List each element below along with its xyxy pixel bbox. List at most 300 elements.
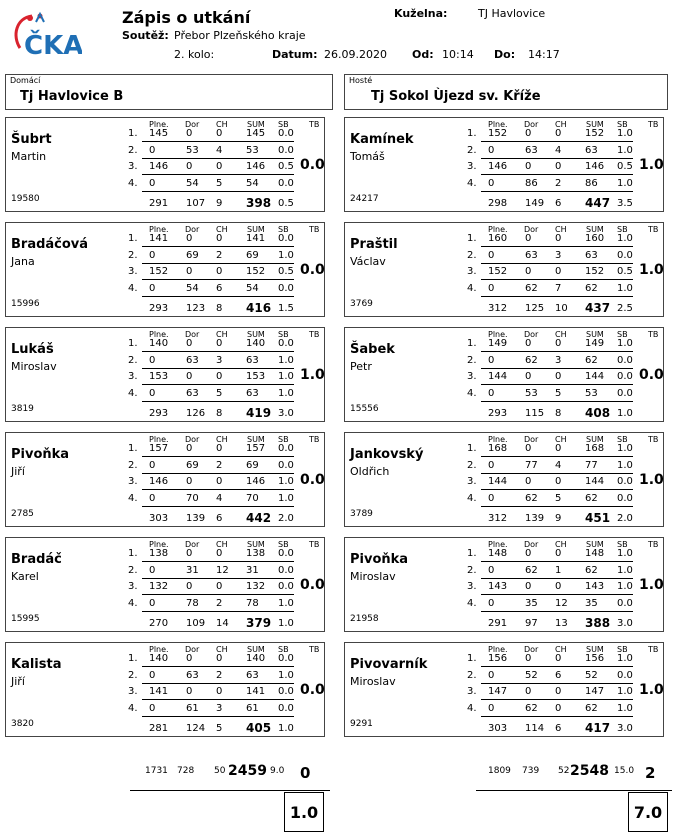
throw-cell: 63 [585, 250, 598, 261]
row-number: 3. [467, 266, 477, 277]
throw-cell: 141 [149, 686, 169, 697]
player-total-cell: 124 [186, 723, 206, 734]
row-underline [481, 561, 633, 562]
throw-cell: 0 [216, 548, 223, 559]
row-underline [142, 716, 294, 717]
throw-cell: 0 [216, 233, 223, 244]
row-underline [481, 401, 633, 402]
home-sum-ch: 50 [214, 766, 226, 776]
throw-cell: 1.0 [278, 250, 294, 261]
column-header: Dor [524, 225, 539, 234]
throw-cell: 62 [585, 565, 598, 576]
column-header: Plne. [488, 435, 508, 444]
away-player-card [344, 432, 664, 527]
column-header: Plne. [149, 435, 169, 444]
throw-cell: 0.0 [278, 548, 294, 559]
throw-cell: 0 [555, 581, 562, 592]
throw-cell: 0 [216, 266, 223, 277]
throw-cell: 157 [149, 443, 169, 454]
row-underline [142, 279, 294, 280]
away-player-card [344, 537, 664, 632]
column-header: TB [648, 330, 659, 339]
throw-cell: 0 [216, 161, 223, 172]
throw-cell: 53 [186, 145, 199, 156]
player-total-cell: 109 [186, 618, 206, 629]
throw-cell: 0.0 [278, 686, 294, 697]
throw-cell: 0.0 [617, 476, 633, 487]
player-tb: 0.0 [300, 262, 325, 278]
throw-cell: 0.0 [617, 355, 633, 366]
throw-cell: 78 [186, 598, 199, 609]
player-total-cell: 6 [555, 198, 562, 209]
away-player-card [344, 117, 664, 212]
column-header: Plne. [488, 120, 508, 129]
throw-cell: 0 [525, 653, 532, 664]
row-underline [142, 594, 294, 595]
player-surname: Pivoňka [350, 552, 409, 567]
column-header: SUM [586, 645, 604, 654]
away-sum-dor: 739 [522, 766, 540, 776]
throw-cell: 152 [488, 128, 508, 139]
throw-cell: 0 [555, 371, 562, 382]
row-number: 4. [128, 178, 138, 189]
column-header: TB [648, 435, 659, 444]
home-player-card [5, 222, 325, 317]
throw-cell: 0 [186, 443, 193, 454]
throw-cell: 77 [585, 460, 598, 471]
column-header: CH [216, 120, 228, 129]
column-header: Dor [185, 330, 200, 339]
player-id: 15995 [11, 614, 40, 624]
column-header: Dor [524, 645, 539, 654]
throw-cell: 63 [246, 355, 259, 366]
throw-cell: 62 [525, 283, 538, 294]
od-label: Od: [412, 48, 434, 61]
throw-cell: 0 [525, 443, 532, 454]
player-total-cell: 293 [149, 303, 169, 314]
row-underline [142, 699, 294, 700]
player-surname: Kamínek [350, 132, 414, 147]
throw-cell: 146 [246, 476, 266, 487]
player-total-cell: 270 [149, 618, 169, 629]
throw-cell: 152 [246, 266, 266, 277]
throw-cell: 140 [149, 338, 169, 349]
column-header: Dor [185, 225, 200, 234]
player-total-cell: 312 [488, 303, 508, 314]
row-underline [481, 246, 633, 247]
row-underline [481, 351, 633, 352]
row-number: 3. [467, 686, 477, 697]
row-number: 1. [128, 548, 138, 559]
player-total-cell: 281 [149, 723, 169, 734]
row-underline [481, 594, 633, 595]
throw-cell: 0 [488, 493, 495, 504]
row-number: 3. [467, 161, 477, 172]
away-player-card [344, 222, 664, 317]
throw-cell: 168 [585, 443, 605, 454]
throw-cell: 153 [149, 371, 169, 382]
row-number: 4. [128, 493, 138, 504]
row-underline [142, 506, 294, 507]
row-underline [142, 384, 294, 385]
player-tb: 1.0 [300, 367, 325, 383]
throw-cell: 62 [585, 283, 598, 294]
throw-cell: 160 [585, 233, 605, 244]
throw-cell: 61 [186, 703, 199, 714]
column-header: Plne. [488, 540, 508, 549]
throw-cell: 1.0 [617, 703, 633, 714]
row-underline [481, 158, 633, 159]
throw-cell: 138 [149, 548, 169, 559]
away-sum-plne: 1809 [488, 766, 511, 776]
column-header: TB [309, 225, 320, 234]
throw-cell: 12 [216, 565, 229, 576]
away-final-score: 7.0 [628, 792, 668, 832]
throw-cell: 0 [555, 548, 562, 559]
throw-cell: 0 [525, 476, 532, 487]
row-underline [481, 191, 633, 192]
throw-cell: 0 [525, 161, 532, 172]
player-total-cell: 8 [216, 303, 223, 314]
player-surname: Pivoňka [11, 447, 70, 462]
row-number: 3. [128, 266, 138, 277]
player-total-cell: 416 [246, 301, 272, 315]
svg-text:ČKA: ČKA [24, 31, 82, 60]
throw-cell: 145 [246, 128, 266, 139]
throw-cell: 62 [525, 565, 538, 576]
row-underline [142, 473, 294, 474]
player-firstname: Miroslav [350, 570, 396, 583]
throw-cell: 0 [186, 581, 193, 592]
player-total-cell: 139 [186, 513, 206, 524]
row-underline [481, 578, 633, 579]
row-underline [142, 578, 294, 579]
player-firstname: Miroslav [11, 360, 57, 373]
throw-cell: 152 [488, 266, 508, 277]
away-sum-ch: 52 [558, 766, 570, 776]
throw-cell: 0 [149, 283, 156, 294]
throw-cell: 0 [555, 653, 562, 664]
throw-cell: 86 [525, 178, 538, 189]
row-number: 2. [128, 250, 138, 261]
throw-cell: 1.0 [278, 476, 294, 487]
throw-cell: 0 [555, 233, 562, 244]
throw-cell: 0 [525, 548, 532, 559]
row-underline [481, 716, 633, 717]
row-number: 3. [467, 581, 477, 592]
row-underline [142, 141, 294, 142]
column-header: CH [555, 435, 567, 444]
column-header: SB [617, 330, 628, 339]
column-header: CH [216, 225, 228, 234]
throw-cell: 1.0 [278, 670, 294, 681]
player-firstname: Karel [11, 570, 39, 583]
throw-cell: 52 [585, 670, 598, 681]
column-header: TB [648, 540, 659, 549]
row-number: 4. [467, 598, 477, 609]
player-total-cell: 1.0 [278, 618, 294, 629]
row-underline [142, 561, 294, 562]
row-number: 4. [467, 283, 477, 294]
column-header: Dor [185, 645, 200, 654]
player-total-cell: 97 [525, 618, 538, 629]
throw-cell: 0.0 [617, 598, 633, 609]
throw-cell: 156 [585, 653, 605, 664]
player-total-cell: 379 [246, 616, 272, 630]
throw-cell: 141 [246, 233, 266, 244]
throw-cell: 0 [186, 161, 193, 172]
throw-cell: 0 [488, 703, 495, 714]
throw-cell: 147 [585, 686, 605, 697]
home-sum-line [130, 790, 330, 791]
throw-cell: 0 [555, 338, 562, 349]
soutez-value: Přebor Plzeňského kraje [174, 29, 306, 42]
throw-cell: 0.0 [617, 388, 633, 399]
throw-cell: 63 [186, 388, 199, 399]
page-title: Zápis o utkání [122, 8, 251, 27]
player-total-cell: 126 [186, 408, 206, 419]
player-id: 21958 [350, 614, 379, 624]
row-number: 3. [467, 476, 477, 487]
row-underline [481, 489, 633, 490]
throw-cell: 1.0 [617, 565, 633, 576]
player-total-cell: 303 [149, 513, 169, 524]
row-number: 4. [128, 703, 138, 714]
player-total-cell: 398 [246, 196, 272, 210]
row-underline [481, 506, 633, 507]
throw-cell: 132 [149, 581, 169, 592]
throw-cell: 0 [216, 581, 223, 592]
throw-cell: 1.0 [617, 233, 633, 244]
column-header: Dor [524, 330, 539, 339]
throw-cell: 0.0 [617, 371, 633, 382]
column-header: SUM [586, 330, 604, 339]
throw-cell: 0.0 [278, 178, 294, 189]
home-sum-sb: 9.0 [270, 766, 285, 776]
throw-cell: 0 [216, 128, 223, 139]
column-header: Plne. [149, 120, 169, 129]
throw-cell: 0 [488, 670, 495, 681]
row-number: 1. [128, 233, 138, 244]
throw-cell: 1.0 [617, 548, 633, 559]
throw-cell: 0.5 [278, 266, 294, 277]
row-underline [142, 456, 294, 457]
column-header: CH [216, 540, 228, 549]
throw-cell: 63 [186, 355, 199, 366]
throw-cell: 0 [488, 355, 495, 366]
column-header: CH [555, 540, 567, 549]
player-total-cell: 0.5 [278, 198, 294, 209]
player-surname: Jankovský [350, 447, 424, 462]
throw-cell: 0 [488, 460, 495, 471]
row-underline [142, 296, 294, 297]
row-number: 2. [467, 250, 477, 261]
throw-cell: 0 [149, 355, 156, 366]
column-header: Plne. [149, 330, 169, 339]
column-header: TB [648, 645, 659, 654]
player-total-cell: 115 [525, 408, 545, 419]
player-total-cell: 1.0 [617, 408, 633, 419]
player-total-cell: 293 [488, 408, 508, 419]
column-header: TB [309, 540, 320, 549]
throw-cell: 62 [525, 703, 538, 714]
throw-cell: 0 [186, 653, 193, 664]
row-number: 1. [467, 653, 477, 664]
player-total-cell: 3.0 [278, 408, 294, 419]
throw-cell: 0.0 [278, 283, 294, 294]
column-header: Dor [524, 435, 539, 444]
player-total-cell: 2.0 [617, 513, 633, 524]
player-total-cell: 2.5 [617, 303, 633, 314]
row-number: 1. [128, 338, 138, 349]
column-header: Dor [524, 540, 539, 549]
throw-cell: 141 [246, 686, 266, 697]
column-header: CH [555, 120, 567, 129]
throw-cell: 0 [525, 128, 532, 139]
row-underline [481, 368, 633, 369]
column-header: SB [278, 225, 289, 234]
throw-cell: 63 [525, 250, 538, 261]
row-underline [481, 174, 633, 175]
row-number: 2. [467, 355, 477, 366]
throw-cell: 4 [216, 493, 223, 504]
throw-cell: 0 [555, 443, 562, 454]
row-underline [481, 279, 633, 280]
kolo: 2. kolo: [174, 48, 215, 61]
column-header: SUM [586, 540, 604, 549]
column-header: Plne. [149, 225, 169, 234]
column-header: SB [617, 645, 628, 654]
throw-cell: 0.0 [278, 703, 294, 714]
player-tb: 0.0 [300, 682, 325, 698]
column-header: Dor [185, 435, 200, 444]
throw-cell: 146 [149, 161, 169, 172]
throw-cell: 0 [186, 686, 193, 697]
throw-cell: 0 [525, 266, 532, 277]
row-number: 2. [128, 145, 138, 156]
column-header: SB [617, 225, 628, 234]
throw-cell: 5 [555, 493, 562, 504]
throw-cell: 62 [585, 493, 598, 504]
row-underline [142, 489, 294, 490]
throw-cell: 0 [525, 686, 532, 697]
throw-cell: 160 [488, 233, 508, 244]
throw-cell: 0 [149, 178, 156, 189]
row-number: 4. [128, 598, 138, 609]
column-header: Plne. [149, 645, 169, 654]
throw-cell: 0.0 [278, 128, 294, 139]
row-number: 2. [467, 145, 477, 156]
column-header: CH [555, 225, 567, 234]
throw-cell: 0 [186, 476, 193, 487]
throw-cell: 0 [216, 686, 223, 697]
column-header: TB [648, 225, 659, 234]
throw-cell: 0 [186, 338, 193, 349]
player-surname: Šabek [350, 342, 395, 357]
column-header: Plne. [488, 330, 508, 339]
throw-cell: 132 [246, 581, 266, 592]
throw-cell: 0.0 [278, 338, 294, 349]
player-total-cell: 13 [555, 618, 568, 629]
throw-cell: 0 [149, 145, 156, 156]
throw-cell: 62 [585, 355, 598, 366]
player-total-cell: 5 [216, 723, 223, 734]
player-id: 3789 [350, 509, 373, 519]
throw-cell: 146 [488, 161, 508, 172]
column-header: Plne. [149, 540, 169, 549]
row-underline [142, 158, 294, 159]
away-sum-line [476, 790, 672, 791]
player-total-cell: 8 [216, 408, 223, 419]
player-total-cell: 3.5 [617, 198, 633, 209]
row-underline [481, 141, 633, 142]
datum-label: Datum: [272, 48, 318, 61]
player-total-cell: 437 [585, 301, 611, 315]
throw-cell: 0.0 [617, 493, 633, 504]
throw-cell: 144 [488, 371, 508, 382]
column-header: SUM [247, 435, 265, 444]
throw-cell: 0 [149, 670, 156, 681]
player-total-cell: 388 [585, 616, 611, 630]
player-firstname: Martin [11, 150, 47, 163]
row-underline [142, 174, 294, 175]
row-number: 1. [128, 653, 138, 664]
player-surname: Praštil [350, 237, 398, 252]
throw-cell: 0 [149, 598, 156, 609]
throw-cell: 4 [216, 145, 223, 156]
throw-cell: 148 [585, 548, 605, 559]
away-player-card [344, 327, 664, 422]
player-surname: Bradáčová [11, 237, 89, 252]
player-total-cell: 10 [555, 303, 568, 314]
throw-cell: 5 [216, 178, 223, 189]
throw-cell: 1.0 [617, 686, 633, 697]
column-header: Dor [185, 120, 200, 129]
row-underline [481, 699, 633, 700]
throw-cell: 61 [246, 703, 259, 714]
player-total-cell: 291 [149, 198, 169, 209]
throw-cell: 152 [149, 266, 169, 277]
throw-cell: 0.5 [617, 266, 633, 277]
throw-cell: 1.0 [617, 128, 633, 139]
throw-cell: 0 [186, 266, 193, 277]
player-firstname: Jiří [11, 465, 25, 478]
away-player-card [344, 642, 664, 737]
throw-cell: 1 [555, 565, 562, 576]
row-underline [142, 683, 294, 684]
column-header: SUM [247, 225, 265, 234]
throw-cell: 0 [186, 233, 193, 244]
throw-cell: 152 [585, 266, 605, 277]
row-underline [142, 263, 294, 264]
throw-cell: 144 [488, 476, 508, 487]
column-header: CH [216, 645, 228, 654]
throw-cell: 0 [525, 233, 532, 244]
throw-cell: 144 [585, 371, 605, 382]
row-underline [481, 296, 633, 297]
row-number: 1. [467, 338, 477, 349]
kuzelna-value: TJ Havlovice [478, 7, 546, 20]
row-underline [142, 401, 294, 402]
row-underline [142, 191, 294, 192]
player-total-cell: 408 [585, 406, 611, 420]
throw-cell: 31 [186, 565, 199, 576]
throw-cell: 6 [216, 283, 223, 294]
row-number: 1. [128, 443, 138, 454]
throw-cell: 86 [585, 178, 598, 189]
row-underline [481, 683, 633, 684]
throw-cell: 1.0 [278, 598, 294, 609]
